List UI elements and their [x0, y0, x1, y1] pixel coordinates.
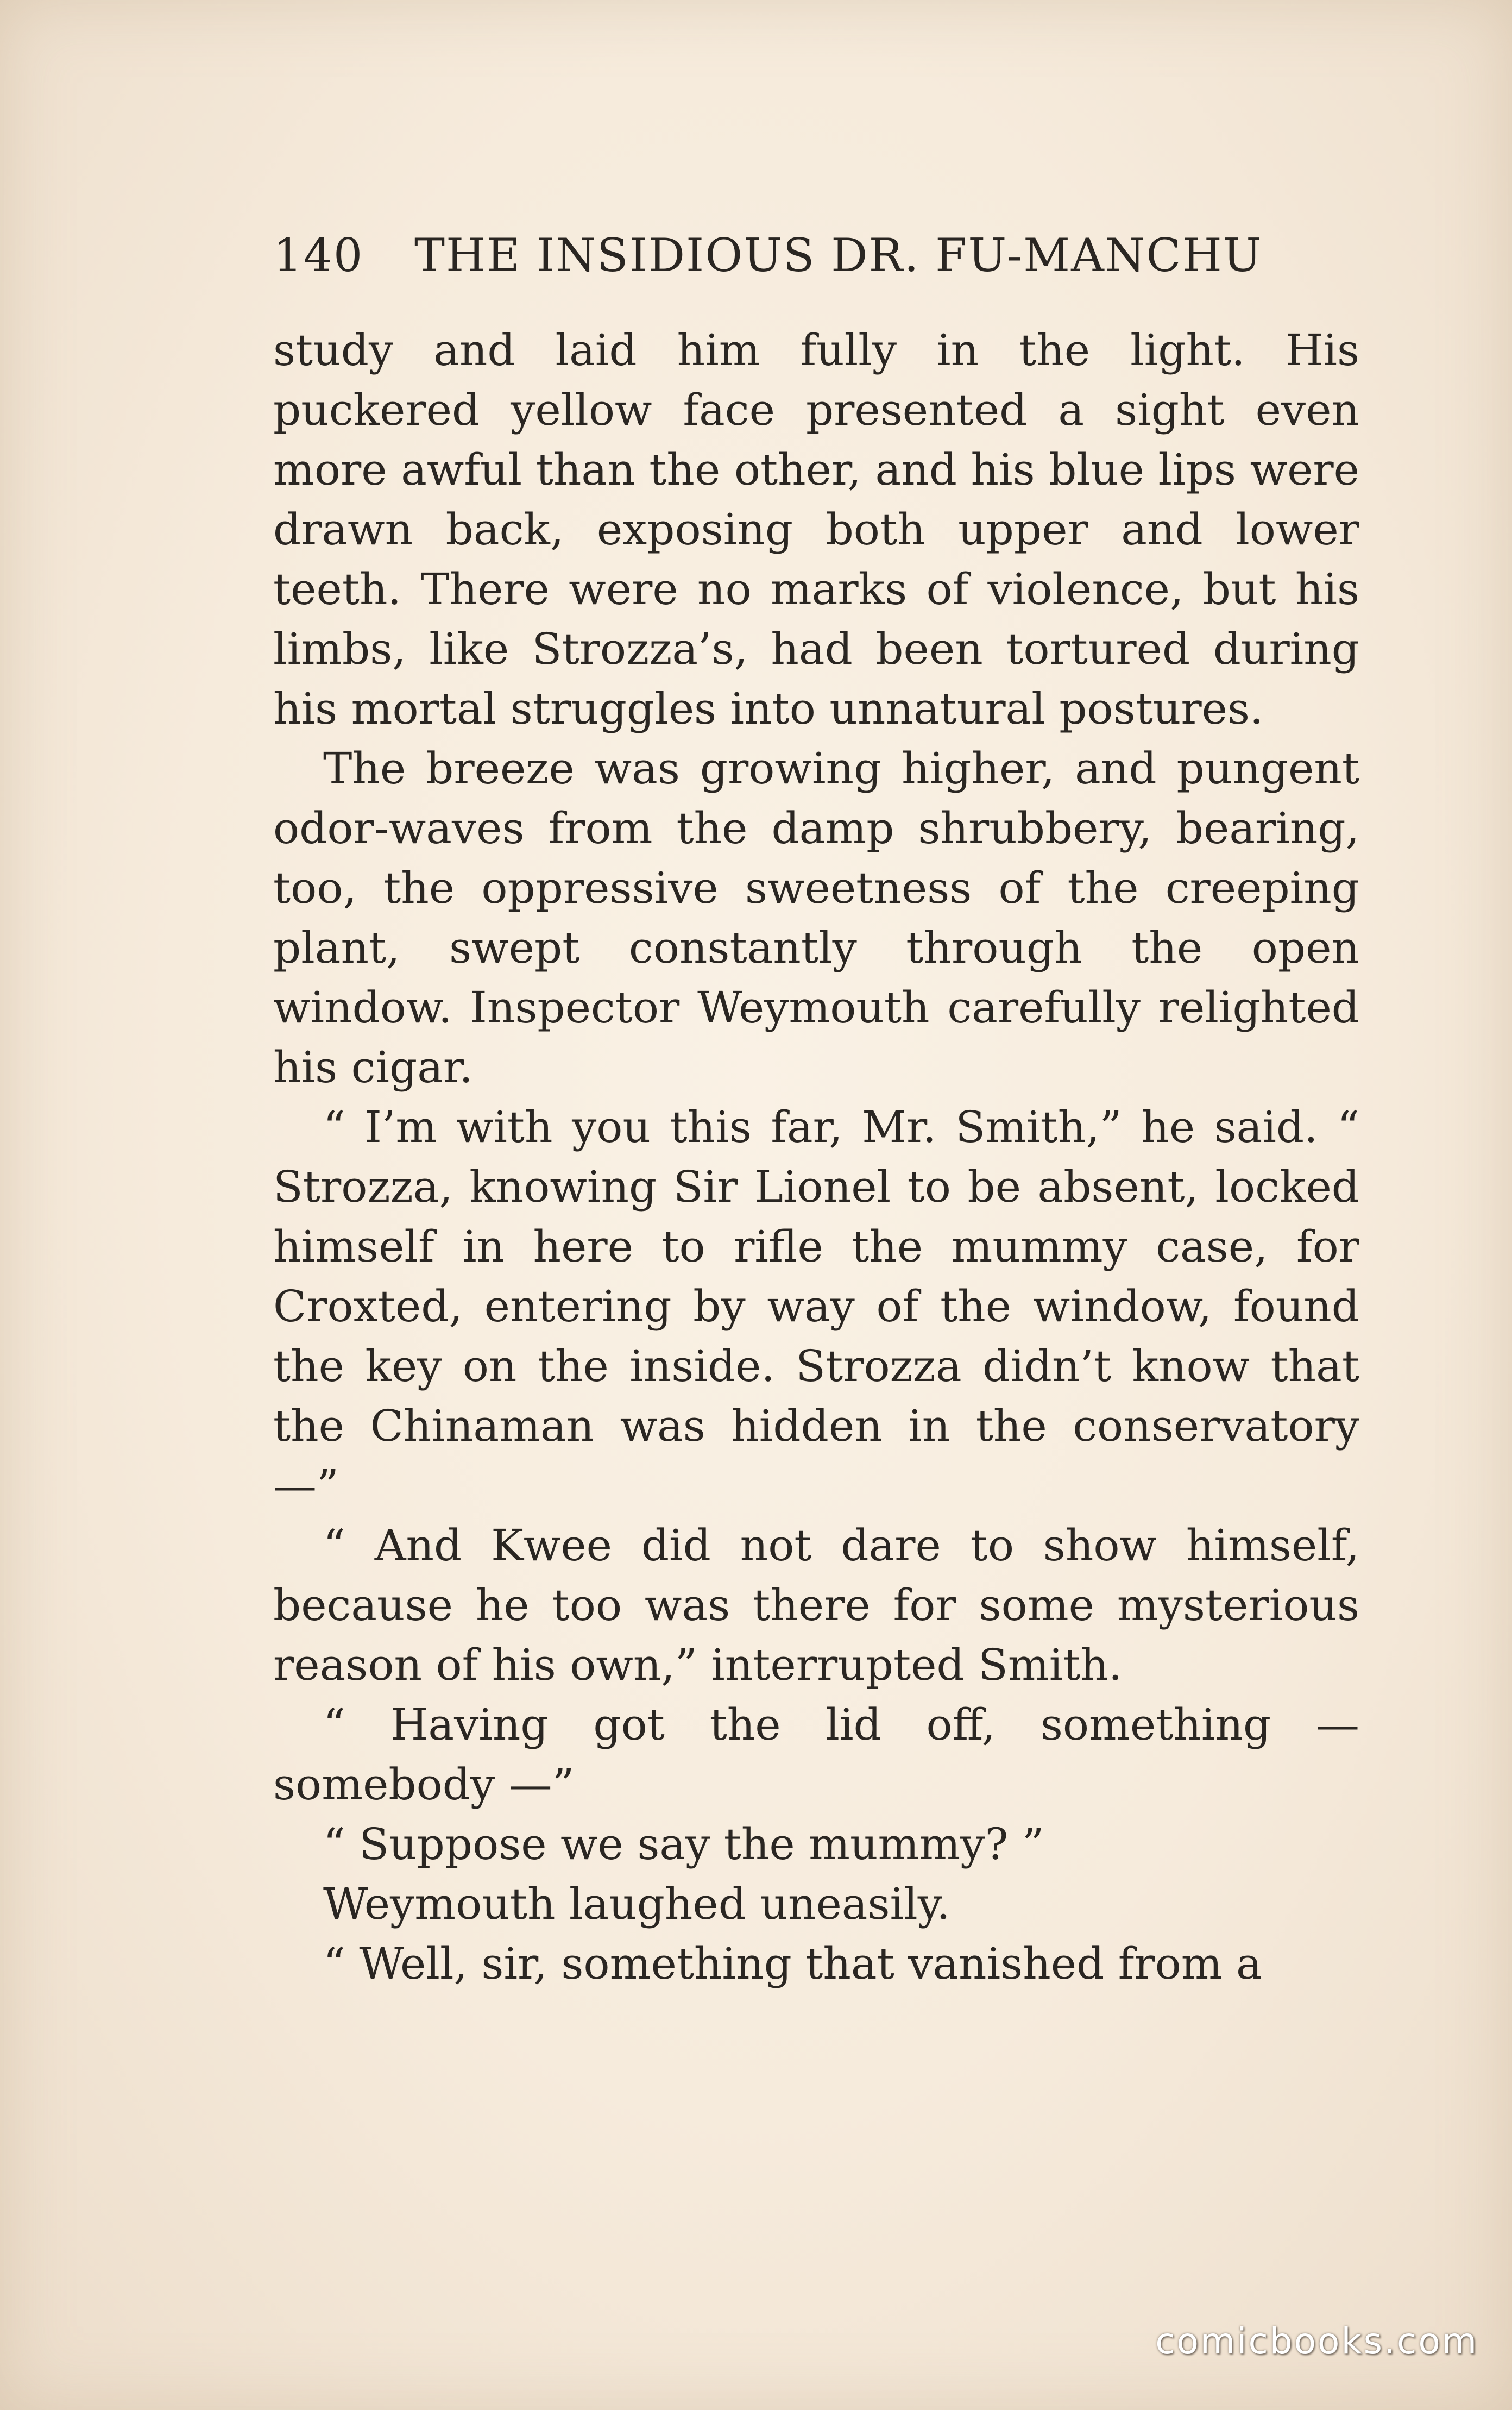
paragraph-5: “ Having got the lid off, something — somebody —”: [273, 1699, 1359, 1810]
paragraph-8: “ Well, sir, something that vanished from a: [323, 1938, 1262, 1989]
paragraph-3: “ I’m with you this far, Mr. Smith,” he said. “ Strozza, knowing Sir Lionel to be absent, locked himself in here to rifle the mummy case, for Croxted, entering by way of the window, found the key on the inside. Strozza didn’t know that the Chinaman was hidden in the conservatory —”: [273, 1102, 1359, 1511]
running-header: [273, 225, 1305, 285]
watermark-logo: comicbooks.com: [1155, 2320, 1478, 2362]
page-number: 140: [273, 229, 364, 282]
paragraph-6: “ Suppose we say the mummy? ”: [323, 1819, 1044, 1869]
body-text: [273, 321, 1359, 1994]
paragraph-2: The breeze was growing higher, and pungent odor-waves from the damp shrubbery, bearing, too, the oppressive sweetness of the creeping plant, swept constantly through the open window. Inspector Weymouth carefully relighted his cigar.: [273, 743, 1359, 1093]
paragraph-7: Weymouth laughed uneasily.: [323, 1879, 950, 1929]
running-title: THE INSIDIOUS DR. FU-MANCHU: [414, 229, 1263, 282]
paragraph-4: “ And Kwee did not dare to show himself, because he too was there for some mysterious reason of his own,” interrupted Smith.: [273, 1520, 1359, 1690]
paragraph-1: study and laid him fully in the light. His puckered yellow face presented a sight even more awful than the other, and his blue lips were drawn back, exposing both upper and lower teeth. There were no marks of violence, but his limbs, like Strozza’s, had been tortured during his mortal struggles into unnatural postures.: [273, 325, 1359, 734]
